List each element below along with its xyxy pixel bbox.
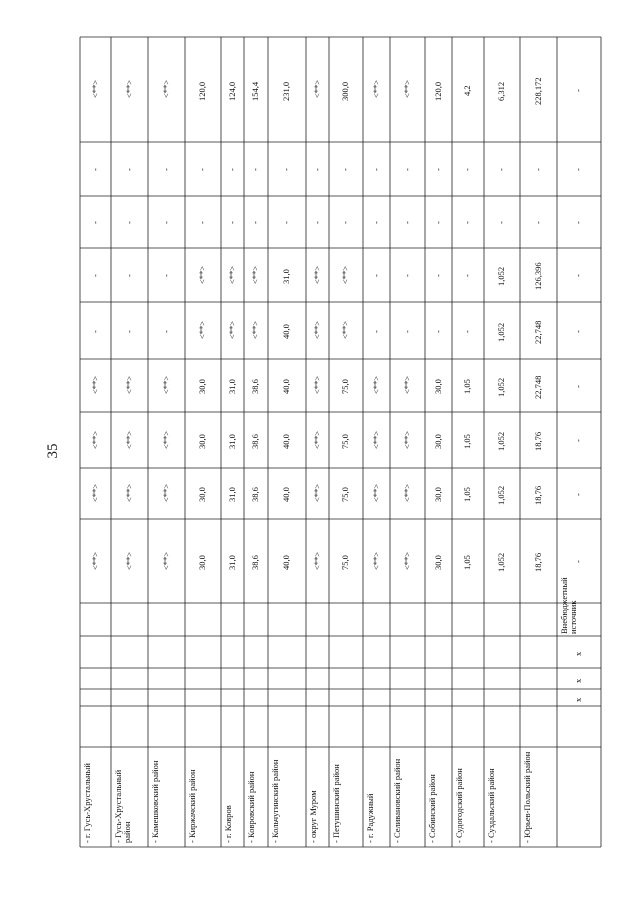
value-cell: - bbox=[573, 492, 583, 496]
value-cell: - bbox=[532, 221, 543, 225]
value-cell: <**> bbox=[160, 80, 171, 99]
value-cell: 120,0 bbox=[197, 81, 207, 101]
value-cell: - bbox=[573, 88, 583, 92]
mark-cell: x bbox=[573, 651, 583, 656]
row-label: - г. Радужный bbox=[365, 793, 375, 843]
value-cell: <**> bbox=[311, 321, 322, 340]
value-cell: 38,6 bbox=[250, 433, 260, 449]
value-cell: - bbox=[532, 168, 543, 172]
value-cell: <**> bbox=[160, 551, 171, 570]
value-cell: - bbox=[573, 439, 583, 443]
value-cell: - bbox=[401, 221, 412, 225]
value-cell: - bbox=[160, 274, 171, 278]
value-cell: <**> bbox=[340, 265, 350, 284]
value-cell: - bbox=[250, 168, 260, 172]
value-cell: - bbox=[496, 221, 506, 225]
mark-cell: x bbox=[573, 678, 583, 683]
value-cell: - bbox=[160, 329, 171, 333]
value-cell: 38,6 bbox=[250, 487, 260, 503]
value-cell: 30,0 bbox=[197, 433, 207, 449]
value-cell: - bbox=[197, 168, 207, 172]
value-cell: <**> bbox=[89, 376, 100, 395]
value-cell: 30,0 bbox=[432, 433, 443, 449]
value-cell: <**> bbox=[401, 551, 412, 570]
value-cell: 30,0 bbox=[432, 554, 443, 570]
value-cell: 30,0 bbox=[197, 554, 207, 570]
value-cell: - bbox=[281, 221, 291, 225]
value-cell: 18,76 bbox=[532, 431, 543, 451]
value-cell: - bbox=[281, 168, 291, 172]
row-label: - Камешковский район bbox=[150, 760, 160, 843]
value-cell: <**> bbox=[401, 376, 412, 395]
value-cell: - bbox=[401, 274, 412, 278]
value-cell: 75,0 bbox=[340, 379, 350, 395]
value-cell: 31,0 bbox=[281, 268, 291, 284]
value-cell: - bbox=[432, 221, 443, 225]
value-cell: 30,0 bbox=[432, 379, 443, 395]
value-cell: 40,0 bbox=[281, 379, 291, 395]
value-cell: - bbox=[311, 221, 322, 225]
value-cell: <**> bbox=[89, 484, 100, 503]
row-label: - Суздальский район bbox=[486, 768, 496, 843]
value-cell: 300,0 bbox=[340, 81, 350, 101]
value-cell: <**> bbox=[370, 484, 381, 503]
value-cell: <**> bbox=[197, 265, 207, 284]
value-cell: 30,0 bbox=[197, 487, 207, 503]
value-cell: <**> bbox=[197, 321, 207, 340]
value-cell: <**> bbox=[311, 551, 322, 570]
value-cell: - bbox=[311, 168, 322, 172]
row-label: - Петушинский район bbox=[331, 764, 341, 843]
page-number: 35 bbox=[45, 443, 61, 459]
value-cell: - bbox=[160, 221, 171, 225]
value-cell: <**> bbox=[123, 430, 134, 449]
value-cell: 31,0 bbox=[226, 379, 237, 395]
value-cell: 1,05 bbox=[462, 487, 472, 503]
value-cell: 40,0 bbox=[281, 324, 291, 340]
row-label: - г. Ковров bbox=[223, 805, 233, 843]
row-label: - округ Муром bbox=[308, 790, 318, 843]
value-cell: <**> bbox=[311, 430, 322, 449]
value-cell: 75,0 bbox=[340, 487, 350, 503]
value-cell: <**> bbox=[123, 80, 134, 99]
value-cell: 120,0 bbox=[432, 81, 443, 101]
value-cell: <**> bbox=[89, 551, 100, 570]
value-cell: - bbox=[462, 221, 472, 225]
value-cell: 124,0 bbox=[226, 81, 237, 101]
value-cell: <**> bbox=[370, 80, 381, 99]
value-cell: <**> bbox=[340, 321, 350, 340]
value-cell: <**> bbox=[250, 321, 260, 340]
value-cell: 40,0 bbox=[281, 487, 291, 503]
value-cell: - bbox=[573, 221, 583, 225]
value-cell: - bbox=[370, 221, 381, 225]
value-cell: <**> bbox=[226, 321, 237, 340]
value-cell: 75,0 bbox=[340, 433, 350, 449]
row-label: - Собинский район bbox=[427, 774, 437, 843]
row-label: - Судогодский район bbox=[454, 768, 464, 843]
value-cell: <**> bbox=[89, 80, 100, 99]
value-cell: - bbox=[573, 274, 583, 278]
value-cell: - bbox=[123, 274, 134, 278]
value-cell: - bbox=[573, 168, 583, 172]
value-cell: <**> bbox=[311, 484, 322, 503]
value-cell: - bbox=[197, 221, 207, 225]
row-label: - Гусь-Хрустальный район bbox=[113, 769, 133, 843]
value-cell: - bbox=[340, 221, 350, 225]
value-cell: <**> bbox=[123, 376, 134, 395]
row-label: - Юрьев-Польский район bbox=[522, 751, 532, 843]
value-cell: <**> bbox=[226, 265, 237, 284]
value-cell: - bbox=[370, 274, 381, 278]
value-cell: - bbox=[123, 221, 134, 225]
value-cell: 30,0 bbox=[432, 487, 443, 503]
value-cell: 4,2 bbox=[462, 85, 472, 97]
value-cell: <**> bbox=[250, 265, 260, 284]
row-label: - г. Гусь-Хрустальный bbox=[82, 763, 92, 843]
value-cell: 154,4 bbox=[250, 81, 260, 101]
value-cell: - bbox=[123, 168, 134, 172]
value-cell: 31,0 bbox=[226, 487, 237, 503]
value-cell: 1,05 bbox=[462, 554, 472, 570]
value-cell: - bbox=[226, 168, 237, 172]
value-cell: <**> bbox=[160, 430, 171, 449]
value-cell: - bbox=[573, 384, 583, 388]
value-cell: <**> bbox=[160, 484, 171, 503]
value-cell: 22,748 bbox=[532, 375, 543, 399]
value-cell: <**> bbox=[311, 80, 322, 99]
value-cell: - bbox=[432, 329, 443, 333]
value-cell: 1,052 bbox=[496, 377, 506, 397]
value-cell: - bbox=[573, 560, 583, 564]
row-label: - Кольчугинский район bbox=[270, 759, 280, 843]
value-cell: - bbox=[226, 221, 237, 225]
value-cell: 228,172 bbox=[532, 77, 543, 105]
value-cell: - bbox=[89, 329, 100, 333]
value-cell: <**> bbox=[370, 376, 381, 395]
value-cell: - bbox=[432, 274, 443, 278]
value-cell: 1,052 bbox=[496, 431, 506, 451]
value-cell: - bbox=[340, 168, 350, 172]
value-cell: - bbox=[573, 329, 583, 333]
value-cell: - bbox=[432, 168, 443, 172]
value-cell: 1,052 bbox=[496, 485, 506, 505]
value-cell: 18,76 bbox=[532, 552, 543, 572]
value-cell: <**> bbox=[160, 376, 171, 395]
value-cell: 40,0 bbox=[281, 433, 291, 449]
value-cell: 38,6 bbox=[250, 554, 260, 570]
value-cell: - bbox=[160, 168, 171, 172]
value-cell: 22,748 bbox=[532, 320, 543, 344]
mark-cell: x bbox=[573, 697, 583, 702]
value-cell: 1,052 bbox=[496, 552, 506, 572]
value-cell: - bbox=[89, 221, 100, 225]
value-cell: <**> bbox=[370, 551, 381, 570]
value-cell: 1,05 bbox=[462, 379, 472, 395]
value-cell: - bbox=[123, 329, 134, 333]
value-cell: - bbox=[462, 168, 472, 172]
value-cell: <**> bbox=[401, 80, 412, 99]
value-cell: - bbox=[401, 329, 412, 333]
value-cell: 126,396 bbox=[532, 262, 543, 291]
value-cell: - bbox=[89, 274, 100, 278]
value-cell: - bbox=[370, 168, 381, 172]
value-cell: - bbox=[250, 221, 260, 225]
value-cell: 31,0 bbox=[226, 554, 237, 570]
value-cell: 75,0 bbox=[340, 554, 350, 570]
row-label: - Ковровский район bbox=[246, 771, 256, 843]
value-cell: 31,0 bbox=[226, 433, 237, 449]
row-label: - Селивановский район bbox=[392, 758, 402, 843]
value-cell: 38,6 bbox=[250, 379, 260, 395]
value-cell: <**> bbox=[401, 484, 412, 503]
value-cell: <**> bbox=[89, 430, 100, 449]
source-cell: Внебюджетный источник bbox=[559, 577, 579, 634]
value-cell: <**> bbox=[311, 265, 322, 284]
value-cell: - bbox=[89, 168, 100, 172]
value-cell: 1,052 bbox=[496, 266, 506, 286]
value-cell: 231,0 bbox=[281, 81, 291, 101]
value-cell: <**> bbox=[123, 484, 134, 503]
value-cell: 40,0 bbox=[281, 554, 291, 570]
value-cell: <**> bbox=[123, 551, 134, 570]
value-cell: <**> bbox=[370, 430, 381, 449]
value-cell: 6,312 bbox=[496, 81, 506, 101]
value-cell: - bbox=[401, 168, 412, 172]
value-cell: <**> bbox=[401, 430, 412, 449]
value-cell: 30,0 bbox=[197, 379, 207, 395]
value-cell: <**> bbox=[311, 376, 322, 395]
value-cell: 1,052 bbox=[496, 322, 506, 342]
value-cell: 1,05 bbox=[462, 433, 472, 449]
value-cell: - bbox=[462, 274, 472, 278]
row-label: - Киржачский район bbox=[187, 769, 197, 843]
value-cell: - bbox=[462, 329, 472, 333]
value-cell: 18,76 bbox=[532, 485, 543, 505]
value-cell: - bbox=[370, 329, 381, 333]
value-cell: - bbox=[496, 168, 506, 172]
